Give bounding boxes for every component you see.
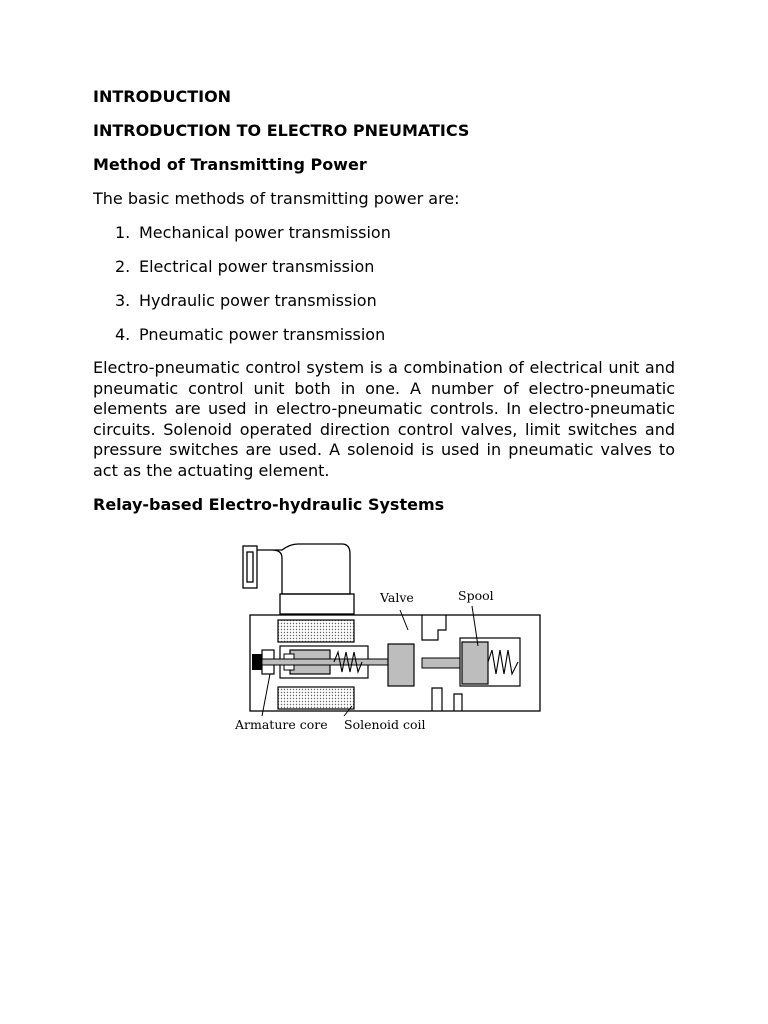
- list-item: [93, 222, 675, 244]
- connector-cap: [243, 544, 354, 614]
- valve-element: [388, 644, 414, 686]
- document-page: [93, 86, 675, 528]
- label-solenoid-coil: Solenoid coil: [344, 717, 426, 732]
- label-armature-core: Armature core: [235, 717, 328, 732]
- solenoid-valve-diagram: [232, 538, 544, 738]
- list-item-number: 4.: [115, 325, 131, 344]
- list-item: [93, 256, 675, 278]
- spool: [462, 642, 488, 684]
- list-item-number: 2.: [115, 257, 131, 276]
- heading-relay-based-systems: Relay-based Electro-hydraulic Systems: [93, 494, 445, 514]
- solenoid-coil-bottom: [278, 687, 354, 709]
- intro-paragraph: The basic methods of transmitting power are:: [93, 189, 460, 208]
- list-item-number: 3.: [115, 291, 131, 310]
- list-item-text: Hydraulic power transmission: [139, 291, 377, 310]
- list-item-number: 1.: [115, 223, 131, 242]
- label-spool: Spool: [458, 588, 494, 603]
- solenoid-coil-top: [278, 620, 354, 642]
- list-item: [93, 324, 675, 346]
- list-item-text: Mechanical power transmission: [139, 223, 391, 242]
- label-valve: Valve: [380, 590, 414, 605]
- list-item-text: Electrical power transmission: [139, 257, 375, 276]
- heading-method-transmitting-power: Method of Transmitting Power: [93, 155, 367, 174]
- heading-introduction: INTRODUCTION: [93, 87, 232, 106]
- heading-electro-pneumatics: INTRODUCTION TO ELECTRO PNEUMATICS: [93, 121, 470, 140]
- body-paragraph: Electro-pneumatic control system is a combination of electrical unit and pneumatic control unit both in one. A number of electro-pneumatic elements are used in electro-pneumatic controls. In electro-pneumatic circuits. Solenoid operated direction control valves, limit switches and pressure switches are used. A solenoid is used in pneumatic valves to act as the actuating element.: [93, 358, 675, 480]
- methods-list: [93, 222, 675, 346]
- list-item: [93, 290, 675, 312]
- list-item-text: Pneumatic power transmission: [139, 325, 386, 344]
- push-rod: [262, 659, 388, 665]
